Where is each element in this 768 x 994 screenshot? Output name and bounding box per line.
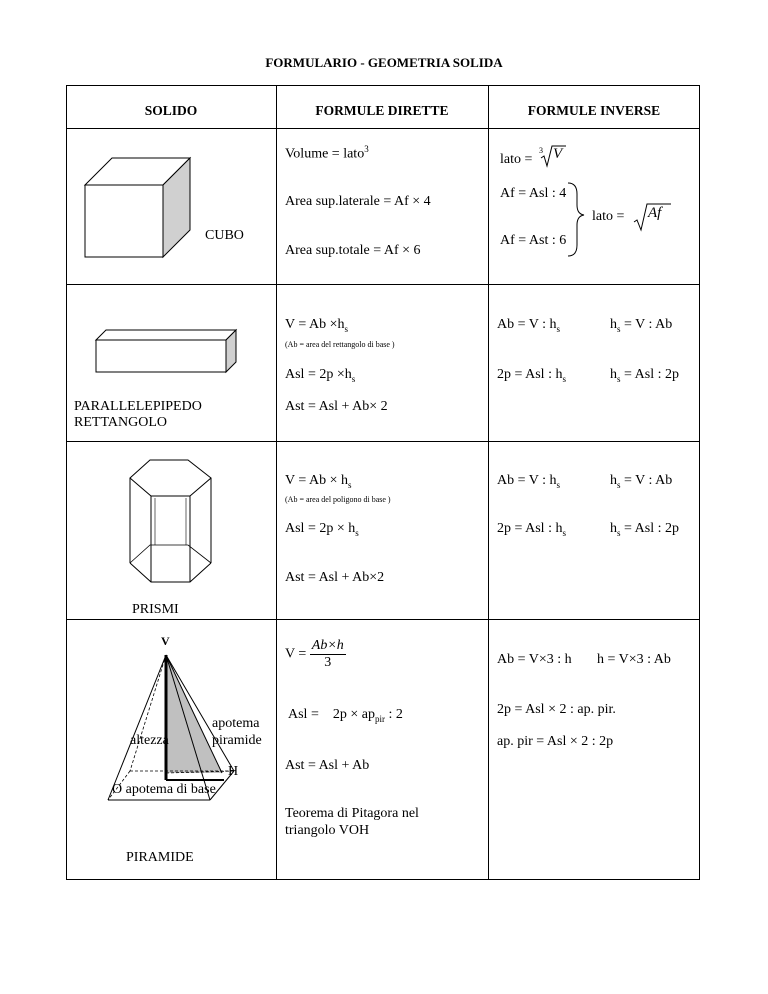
prism-lateral-formula: Asl = $2p \times h_s$ <box>285 521 359 538</box>
cube-root-index: 3 <box>539 146 543 155</box>
pyramid-inverse-2p: 2p = Asl × 2 : ap. pir. <box>497 702 616 717</box>
cube-label: CUBO <box>205 228 244 243</box>
pyramid-volume-formula: V = $\frac{Ab\times h}{3}$ <box>285 638 344 670</box>
cube-root2-var: Af <box>648 205 662 221</box>
pyramid-apothem-label2: piramide <box>212 733 262 748</box>
prism-total-formula: Ast = Asl + Ab×2 <box>285 570 385 585</box>
cube-inverse-lato-sqrt: lato = <box>592 209 625 224</box>
cube-total-area-formula: Area sup.totale = Af × 6 <box>285 243 421 258</box>
pyramid-volume-fraction: $\frac{Ab\times h}{3}$ <box>311 638 344 670</box>
pyramid-vertex-label: V <box>161 634 170 648</box>
pyramid-pythagoras-line1: Teorema di Pitagora nel <box>285 806 419 821</box>
cube-inverse-af-lateral: Af = Asl : 4 <box>500 186 567 201</box>
parallelepiped-inverse-hs2: $h_s$ = Asl : 2p <box>610 367 679 384</box>
cube-inverse-lato: lato = <box>500 152 533 167</box>
parallelepiped-inverse-hs: $h_s = V$ : Ab <box>610 317 673 334</box>
parallelepiped-note: (Ab = area del rettangolo di base ) <box>285 340 395 349</box>
cube-lateral-area-formula: Area sup.laterale = Af × 4 <box>285 194 431 209</box>
parallelepiped-label-line2: RETTANGOLO <box>74 415 167 430</box>
prism-label: PRISMI <box>132 602 179 617</box>
pyramid-pythagoras-line2: triangolo VOH <box>285 823 370 838</box>
page-title: FORMULARIO - GEOMETRIA SOLIDA <box>265 55 503 70</box>
header-direct: FORMULE DIRETTE <box>315 103 449 118</box>
header-inverse: FORMULE INVERSE <box>527 103 661 118</box>
parallelepiped-total-formula: Ast = Asl + Ab× 2 <box>285 399 388 414</box>
parallelepiped-inverse-2p: 2p = Asl : $h_s$ <box>497 367 566 384</box>
pyramid-height-label: altezza <box>130 733 169 748</box>
parallelepiped-label-line1: PARALLELEPIPEDO <box>74 399 202 414</box>
pyramid-inverse-apothem: ap. pir = Asl × 2 : 2p <box>497 734 614 749</box>
pyramid-h-label: H <box>228 764 239 779</box>
prism-note: (Ab = area del poligono di base ) <box>285 495 391 504</box>
prism-volume-formula: $V = Ab \times h_s$ <box>285 473 352 490</box>
cube-inverse-af-total: Af = Ast : 6 <box>500 233 567 248</box>
header-solid: SOLIDO <box>144 103 198 118</box>
cube-volume-formula: Volume = lato$^3$ <box>285 144 369 162</box>
parallelepiped-volume-formula: $V = Ab \times h_s$ <box>285 317 349 334</box>
cube-root-var: V <box>553 146 563 162</box>
pyramid-total-formula: Ast = Asl + Ab <box>285 758 370 773</box>
pyramid-base-apothem-label: O apotema di base <box>112 782 216 797</box>
prism-inverse-hs: $h_s = V$ : Ab <box>610 473 673 490</box>
pyramid-apothem-label1: apotema <box>212 716 260 731</box>
pyramid-inverse-ab: Ab = V×3 : h <box>497 652 572 667</box>
prism-inverse-2p: 2p = Asl : $h_s$ <box>497 521 566 538</box>
prism-inverse-hs2: $h_s$ = Asl : 2p <box>610 521 679 538</box>
prism-inverse-ab: Ab = V : $h_s$ <box>497 473 561 490</box>
parallelepiped-inverse-ab: Ab = V : $h_s$ <box>497 317 561 334</box>
pyramid-lateral-formula: Asl = $2p \times ap_{pir}$ : 2 <box>288 707 403 724</box>
parallelepiped-lateral-formula: Asl = $2p \times h_s$ <box>285 367 356 384</box>
pyramid-inverse-h: h = V×3 : Ab <box>597 652 671 667</box>
pyramid-label: PIRAMIDE <box>126 850 194 865</box>
